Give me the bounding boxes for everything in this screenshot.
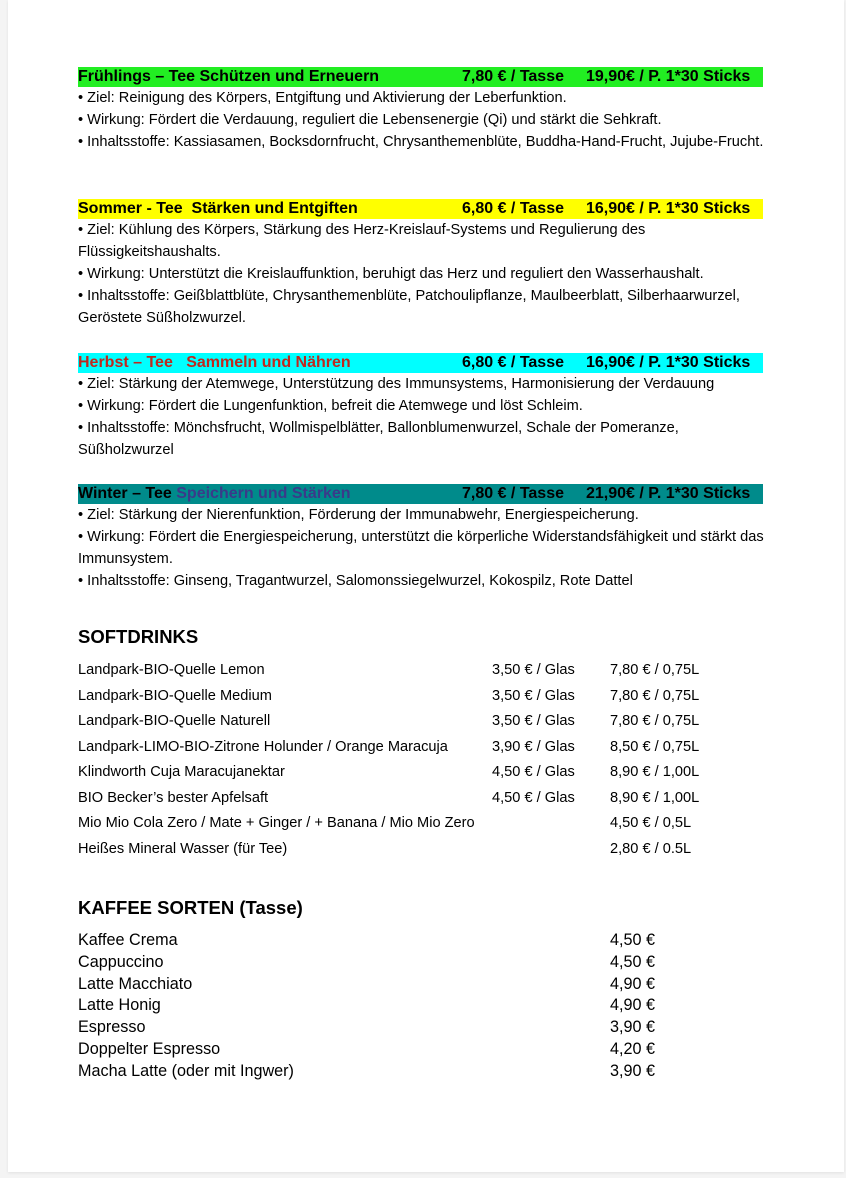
menu-page [8,0,844,1172]
softdrink-bottle-price: 8,50 € / 0,75L [610,738,700,755]
tea-section-summer [78,199,778,329]
coffee-heading: KAFFEE SORTEN (Tasse) [78,897,303,918]
coffee-price: 3,90 € [610,1061,656,1080]
softdrink-bottle-price: 4,50 € / 0,5L [610,815,692,831]
softdrink-bottle-price: 8,90 € / 1,00L [610,764,700,780]
tea-effect: • Wirkung: Unterstützt die Kreislauffunktion, beruhigt das Herz und reguliert den Wasserhaushalt. [78,266,704,282]
coffee-name: Doppelter Espresso [78,1040,221,1058]
coffee-price: 3,90 € [610,1018,656,1037]
tea-pack-price: 16,90€ / P. 1*30 Sticks [586,200,751,217]
coffee-row [78,951,778,973]
coffee-row [78,1016,778,1038]
tea-goal: • Ziel: Stärkung der Nierenfunktion, Förderung der Immunabwehr, Energiespeicherung. [78,507,639,523]
tea-cup-price: 6,80 € / Tasse [462,354,564,371]
tea-ingredients: • Inhaltsstoffe: Ginseng, Tragantwurzel, Salomonssiegelwurzel, Kokospilz, Rote Dattel [78,573,633,589]
tea-cup-price: 7,80 € / Tasse [462,68,564,85]
softdrink-name: Landpark-BIO-Quelle Lemon [78,662,265,678]
softdrink-name: Mio Mio Cola Zero / Mate + Ginger / + Banana / Mio Mio Zero [78,815,475,831]
tea-effect: • Wirkung: Fördert die Energiespeicherung, unterstützt die körperliche Widerstandsfähigkeit und stärkt das Immunsystem. [78,529,764,567]
tea-description [78,504,768,592]
coffee-name: Cappuccino [78,952,164,971]
tea-header-bar [78,67,763,87]
tea-effect: • Wirkung: Fördert die Lungenfunktion, befreit die Atemwege und löst Schleim. [78,398,583,414]
softdrink-bottle-price: 8,90 € / 1,00L [610,789,700,806]
softdrink-row [78,685,778,707]
coffee-name: Latte Macchiato [78,974,193,993]
tea-name-prefix: Sommer - Tee [78,200,192,217]
tea-goal: • Ziel: Stärkung der Atemwege, Unterstützung des Immunsystems, Harmonisierung der Verdauung [78,376,715,392]
softdrink-glass-price: 3,50 € / Glas [492,662,575,678]
tea-description [78,219,768,329]
tea-name-suffix: Speichern und Stärken [176,485,351,502]
tea-cup-price: 6,80 € / Tasse [462,200,564,217]
tea-pack-price: 16,90€ / P. 1*30 Sticks [586,354,751,371]
tea-header-bar [78,199,763,219]
coffee-name: Latte Honig [78,996,161,1015]
coffee-price: 4,20 € [610,1040,656,1058]
coffee-row [78,929,778,951]
tea-description [78,87,768,153]
coffee-price: 4,50 € [610,952,656,971]
coffee-price: 4,90 € [610,974,656,993]
softdrink-name: Landpark-BIO-Quelle Medium [78,687,272,704]
softdrink-glass-price: 3,90 € / Glas [492,738,575,755]
tea-goal: • Ziel: Reinigung des Körpers, Entgiftung und Aktivierung der Leberfunktion. [78,90,567,106]
tea-name [78,67,379,87]
softdrink-row [78,787,778,809]
coffee-row [78,973,778,995]
softdrink-name: Landpark-LIMO-BIO-Zitrone Holunder / Orange Maracuja [78,738,448,755]
softdrink-glass-price: 3,50 € / Glas [492,713,575,729]
softdrink-glass-price: 4,50 € / Glas [492,789,575,806]
tea-description [78,373,768,461]
tea-name-suffix: Stärken und Entgiften [191,200,358,217]
tea-section-winter [78,484,778,592]
tea-cup-price: 7,80 € / Tasse [462,485,564,502]
tea-header-bar [78,484,763,504]
softdrink-bottle-price: 7,80 € / 0,75L [610,687,700,704]
coffee-row [78,1038,778,1060]
softdrink-glass-price: 3,50 € / Glas [492,687,575,704]
coffee-row [78,994,778,1016]
softdrink-name: Heißes Mineral Wasser (für Tee) [78,840,288,857]
tea-name-prefix: Winter – Tee [78,485,177,502]
softdrinks-heading: SOFTDRINKS [78,626,199,647]
tea-name-prefix: Herbst – Tee [78,354,187,371]
coffee-name: Espresso [78,1018,146,1037]
softdrink-row [78,710,778,732]
softdrink-row [78,812,778,834]
softdrink-glass-price: 4,50 € / Glas [492,764,575,780]
softdrink-name: Landpark-BIO-Quelle Naturell [78,713,271,729]
softdrink-name: Klindworth Cuja Maracujanektar [78,764,285,780]
softdrink-name: BIO Becker’s bester Apfelsaft [78,789,269,806]
tea-name [78,353,351,373]
tea-name-suffix: Sammeln und Nähren [186,354,351,371]
tea-name [78,199,358,219]
softdrink-row [78,659,778,681]
tea-header-bar [78,353,763,373]
softdrink-bottle-price: 7,80 € / 0,75L [610,662,700,678]
tea-name [78,484,351,504]
coffee-name: Kaffee Crema [78,931,178,949]
tea-pack-price: 19,90€ / P. 1*30 Sticks [586,68,751,85]
softdrink-bottle-price: 7,80 € / 0,75L [610,713,700,729]
softdrink-bottle-price: 2,80 € / 0.5L [610,840,692,857]
coffee-row [78,1060,778,1082]
softdrink-row [78,736,778,758]
tea-section-spring [78,67,778,153]
tea-effect: • Wirkung: Fördert die Verdauung, reguliert die Lebensenergie (Qi) und stärkt die Sehkraft. [78,112,662,128]
coffee-name: Macha Latte (oder mit Ingwer) [78,1061,294,1080]
tea-goal: • Ziel: Kühlung des Körpers, Stärkung des Herz-Kreislauf-Systems und Regulierung des Flüssigkeitshaushalts. [78,222,646,260]
tea-name-suffix: Schützen und Erneuern [199,68,380,85]
coffee-price: 4,50 € [610,931,656,949]
tea-name-prefix: Frühlings – Tee [78,68,200,85]
tea-ingredients: • Inhaltsstoffe: Kassiasamen, Bocksdornfrucht, Chrysanthemenblüte, Buddha-Hand-Frucht, Jujube-Frucht. [78,134,764,150]
softdrink-row [78,838,778,860]
tea-section-autumn [78,353,778,461]
softdrink-row [78,761,778,783]
tea-pack-price: 21,90€ / P. 1*30 Sticks [586,485,751,502]
tea-ingredients: • Inhaltsstoffe: Mönchsfrucht, Wollmispelblätter, Ballonblumenwurzel, Schale der Pomeranze, Süßholzwurzel [78,420,679,458]
coffee-price: 4,90 € [610,996,656,1015]
tea-ingredients: • Inhaltsstoffe: Geißblattblüte, Chrysanthemenblüte, Patchoulipflanze, Maulbeerblatt, Silberhaarwurzel, Geröstete Süßholzwurzel. [78,288,740,326]
